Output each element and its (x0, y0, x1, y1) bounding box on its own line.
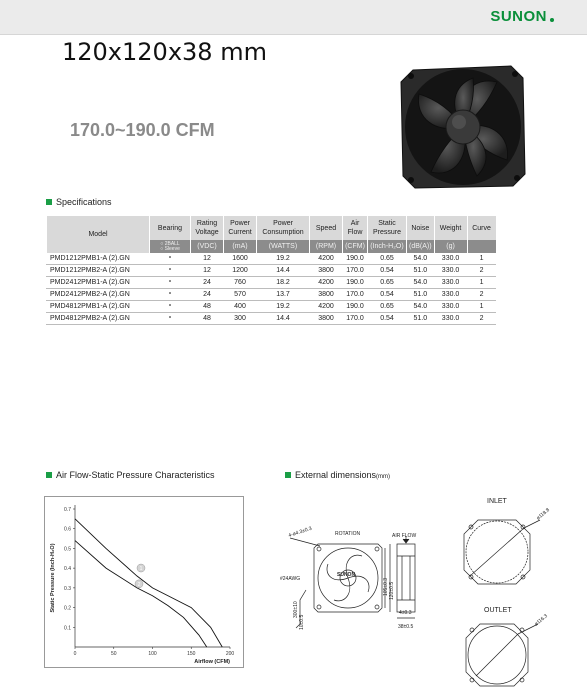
inlet-view (464, 520, 540, 584)
model-cell: PMD4812PMB2-A (2).GN (47, 313, 150, 325)
dims-heading: External dimensions(mm) (285, 470, 390, 480)
label-outer: 120±0.5 (389, 581, 395, 600)
unit-noise: (dB(A)) (407, 240, 435, 253)
x-tick-label: 150 (187, 651, 196, 657)
table-row (47, 277, 496, 289)
unit-current: (mA) (224, 240, 257, 253)
table-cell: 190.0 (343, 301, 368, 313)
specs-header-row (47, 216, 496, 240)
table-cell: 13.7 (257, 289, 310, 301)
label-airflow: AIR FLOW (392, 533, 417, 539)
table-cell: 4200 (310, 277, 343, 289)
table-cell: 19.2 (257, 253, 310, 265)
table-cell: 4200 (310, 253, 343, 265)
page-title: 120x120x38 mm (62, 38, 267, 66)
unit-speed: (RPM) (310, 240, 343, 253)
label-awg: #24AWG (280, 576, 301, 582)
table-cell: 51.0 (407, 313, 435, 325)
table-cell: 2 (467, 289, 496, 301)
label-rotation: ROTATION (335, 531, 361, 537)
table-cell: 54.0 (407, 253, 435, 265)
series-line-2 (75, 541, 207, 647)
x-axis-label: Airflow (CFM) (194, 659, 230, 665)
bullet-square (46, 472, 52, 478)
table-cell: 2 (467, 313, 496, 325)
unit-curve (467, 240, 496, 253)
table-cell: 12 (191, 265, 224, 277)
table-row (47, 289, 496, 301)
table-cell: 190.0 (343, 253, 368, 265)
table-cell: ∘ (150, 289, 191, 301)
table-cell: 330.0 (434, 265, 467, 277)
table-cell: ∘ (150, 265, 191, 277)
header-bar (0, 0, 587, 35)
unit-power: (WATTS) (257, 240, 310, 253)
table-cell: 19.2 (257, 301, 310, 313)
col-noise: Noise (407, 216, 435, 240)
series-line-1 (75, 519, 222, 647)
legend-2ball: ○ 2BALL (160, 240, 180, 247)
table-row (47, 253, 496, 265)
x-tick-label: 100 (148, 651, 157, 657)
brand-logo-dot (550, 18, 554, 22)
model-cell: PMD1212PMB1-A (2).GN (47, 253, 150, 265)
unit-airflow: (CFM) (343, 240, 368, 253)
col-weight: Weight (434, 216, 467, 240)
table-cell: 3800 (310, 313, 343, 325)
label-outlet-dia: ø116.3 (533, 613, 549, 628)
table-cell: 1 (467, 301, 496, 313)
table-cell: ∘ (150, 277, 191, 289)
x-tick-label: 50 (110, 651, 117, 657)
table-cell: 24 (191, 289, 224, 301)
label-hole: 4-ø4.3±0.3 (287, 525, 313, 539)
y-tick-label: 0.4 (64, 566, 71, 573)
unit-voltage: (VDC) (191, 240, 224, 253)
specs-heading: Specifications (46, 197, 112, 207)
table-cell: 330.0 (434, 253, 467, 265)
table-row (47, 265, 496, 277)
y-tick-label: 0.5 (64, 546, 71, 553)
table-cell: 0.54 (368, 265, 407, 277)
table-cell: 48 (191, 301, 224, 313)
unit-weight: (g) (434, 240, 467, 253)
table-cell: 12 (191, 253, 224, 265)
col-speed: Speed (310, 216, 343, 240)
table-cell: 0.65 (368, 277, 407, 289)
label-depth: 38±0.5 (398, 624, 414, 630)
pq-chart (45, 497, 243, 667)
table-cell: 0.65 (368, 253, 407, 265)
table-cell: 3800 (310, 289, 343, 301)
model-cell: PMD4812PMB1-A (2).GN (47, 301, 150, 313)
table-cell: 1 (467, 277, 496, 289)
model-cell: PMD2412PMB1-A (2).GN (47, 277, 150, 289)
bearing-legend (150, 240, 191, 253)
model-cell: PMD1212PMB2-A (2).GN (47, 265, 150, 277)
table-cell: 0.65 (368, 301, 407, 313)
table-cell: 1200 (224, 265, 257, 277)
table-cell: 170.0 (343, 289, 368, 301)
col-bearing: Bearing (150, 216, 191, 240)
specs-table (46, 216, 496, 325)
table-cell: 330.0 (434, 289, 467, 301)
col-pressure: Static Pressure (368, 216, 407, 240)
table-cell: 51.0 (407, 265, 435, 277)
table-row (47, 313, 496, 325)
y-tick-label: 0.3 (64, 585, 71, 592)
y-tick-label: 0.2 (64, 605, 71, 612)
bullet-square (46, 199, 52, 205)
pq-chart-frame (44, 496, 244, 668)
table-cell: 570 (224, 289, 257, 301)
table-cell: 1600 (224, 253, 257, 265)
front-view (290, 538, 390, 628)
model-cell: PMD2412PMB2-A (2).GN (47, 289, 150, 301)
table-cell: 14.4 (257, 265, 310, 277)
brand-logo: SUNON (490, 8, 547, 25)
legend-sleeve: ○ Sleeve (160, 245, 180, 252)
table-cell: 24 (191, 277, 224, 289)
table-cell: 48 (191, 313, 224, 325)
table-cell: 170.0 (343, 265, 368, 277)
label-side: 105±0.3 (383, 577, 389, 596)
label-outlet: OUTLET (484, 607, 512, 614)
label-inlet-dia: ø118.8 (535, 507, 551, 522)
fan-photo (393, 56, 533, 196)
pq-heading: Air Flow-Static Pressure Characteristics (46, 470, 215, 480)
table-cell: 330.0 (434, 277, 467, 289)
specs-body (47, 253, 496, 325)
table-cell: ∘ (150, 313, 191, 325)
series-label: 1 (139, 566, 143, 573)
label-strip: 10±0.5 (299, 614, 305, 630)
table-cell: 300 (224, 313, 257, 325)
table-cell: ∘ (150, 253, 191, 265)
col-voltage: Rating Voltage (191, 216, 224, 240)
table-cell: 170.0 (343, 313, 368, 325)
y-axis-label: Static Pressure (Inch-H₂O) (50, 543, 56, 613)
unit-pressure: (Inch-H₂O) (368, 240, 407, 253)
table-cell: 330.0 (434, 301, 467, 313)
table-cell: 54.0 (407, 277, 435, 289)
table-cell: 2 (467, 265, 496, 277)
table-row (47, 301, 496, 313)
table-cell: 0.54 (368, 313, 407, 325)
col-power: Power Consumption (257, 216, 310, 240)
y-tick-label: 0.7 (64, 507, 71, 513)
label-inlet: INLET (487, 498, 507, 505)
table-cell: 3800 (310, 265, 343, 277)
x-tick-label: 200 (225, 651, 235, 657)
label-fan-logo: SUNON (337, 572, 356, 578)
bullet-square (285, 472, 291, 478)
table-cell: 760 (224, 277, 257, 289)
col-airflow: Air Flow (343, 216, 368, 240)
col-curve: Curve (467, 216, 496, 240)
cfm-range: 170.0~190.0 CFM (70, 120, 215, 140)
side-view (397, 536, 415, 618)
series-label: 2 (137, 581, 141, 588)
table-cell: 14.4 (257, 313, 310, 325)
y-tick-label: 0.6 (64, 526, 71, 533)
table-cell: 190.0 (343, 277, 368, 289)
col-model: Model (47, 216, 150, 253)
table-cell: 1 (467, 253, 496, 265)
outlet-view (466, 624, 538, 686)
table-cell: 51.0 (407, 289, 435, 301)
table-cell: 400 (224, 301, 257, 313)
table-cell: 0.54 (368, 289, 407, 301)
col-current: Power Current (224, 216, 257, 240)
x-tick-label: 0 (73, 651, 77, 657)
y-tick-label: 0.1 (64, 625, 71, 632)
table-cell: 54.0 (407, 301, 435, 313)
label-flange: 4±0.3 (399, 610, 412, 616)
label-lead: 300±10 (293, 601, 299, 618)
table-cell: 330.0 (434, 313, 467, 325)
table-cell: 18.2 (257, 277, 310, 289)
table-cell: 4200 (310, 301, 343, 313)
table-cell: ∘ (150, 301, 191, 313)
